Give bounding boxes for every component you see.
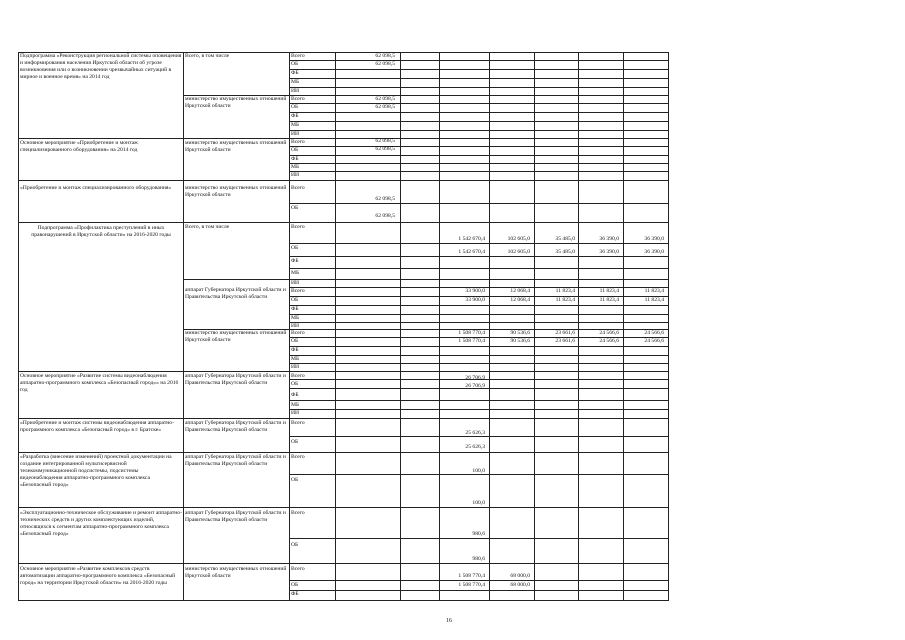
amount-cell: 62 098,5 [375, 53, 395, 59]
source-label: ОБ [291, 439, 299, 445]
source-label: Всего [291, 510, 305, 516]
program-name: «Эксплуатационно-техническое обслуживание и ремонт аппаратно-технических средств и других комплектующих изделий, относящихся к сегментам аппаратно-программного комплекса «Безопасный город» [20, 510, 182, 537]
amount-cell: 11 823,4 [555, 297, 575, 303]
source-line [289, 112, 669, 113]
row-separator [18, 371, 669, 372]
source-line [289, 243, 669, 244]
source-label: Всего [291, 566, 305, 572]
executor-label: министерство имущественных отношений Иркутской области [185, 140, 287, 153]
row-separator [18, 507, 669, 508]
executor-label: аппарат Губернатора Иркутской области и Правительства Иркутской области [185, 454, 286, 467]
amount-cell: 68 000,0 [510, 582, 530, 588]
source-line [289, 163, 669, 164]
source-label: ОБ [291, 147, 299, 153]
source-label: Всего [291, 373, 305, 379]
amount-cell: 62 098,5 [375, 146, 395, 152]
source-label: ФБ [291, 347, 299, 353]
source-line [289, 363, 669, 364]
program-name: Основное мероприятие «Развитие системы видеонаблюдения аппаратно-программного комплекса «Безопасный город»» на 2016 год [20, 373, 179, 393]
amount-cell: 36 390,0 [644, 249, 664, 255]
source-line [289, 203, 669, 204]
source-line [289, 355, 669, 356]
amount-cell: 25 626,3 [465, 444, 485, 450]
source-label: ОБ [291, 338, 299, 344]
row-separator [18, 600, 669, 601]
source-label: МБ [291, 122, 300, 128]
program-name: Подпрограмма «Профилактика преступлений в иных правонарушений в Иркутской области» на 2016-2020 годы [31, 225, 171, 238]
row-separator [18, 418, 669, 419]
source-line [289, 121, 669, 122]
executor-label: аппарат Губернатора Иркутской области и Правительства Иркутской области [185, 420, 286, 433]
table-border-right [668, 52, 669, 601]
row-separator [18, 180, 669, 181]
source-label: МБ [291, 315, 300, 321]
amount-cell: 1 508 770,4 [458, 573, 485, 579]
column-divider [623, 52, 624, 601]
executor-label: Всего, в том числе [185, 224, 230, 230]
amount-cell: 24 566,6 [644, 338, 664, 344]
source-label: ИИ [291, 410, 300, 416]
column-divider [534, 52, 535, 601]
source-label: ИИ [291, 364, 300, 370]
source-label: ОБ [291, 542, 299, 548]
program-name: Основное мероприятие «Развитие комплексов средств автоматизации аппаратно-программного комплекса «Безопасный город» на территории Иркутской области» на 2016-2020 годы [20, 566, 176, 586]
amount-cell: 11 823,4 [599, 297, 619, 303]
amount-cell: 12 068,4 [510, 297, 530, 303]
amount-cell: 1 508 770,4 [458, 330, 485, 336]
amount-cell: 62 098,5 [375, 213, 395, 219]
source-label: Всего [291, 454, 305, 460]
executor-label: министерство имущественных отношений Иркутской области [185, 330, 287, 343]
amount-cell: 100,0 [472, 468, 485, 474]
source-line [289, 590, 669, 591]
column-divider [578, 52, 579, 601]
amount-cell: 1 508 770,4 [458, 338, 485, 344]
amount-cell: 35 485,0 [555, 249, 575, 255]
amount-cell: 23 661,6 [555, 338, 575, 344]
source-line [289, 69, 669, 70]
executor-label: министерство имущественных отношений Иркутской области [185, 185, 287, 198]
column-divider [183, 52, 184, 601]
source-label: ОБ [291, 381, 299, 387]
amount-cell: 35 485,0 [555, 236, 575, 242]
column-divider [439, 52, 440, 601]
source-label: МБ [291, 402, 300, 408]
source-label: МБ [291, 164, 300, 170]
source-label: Всего [291, 420, 305, 426]
amount-cell: 62 098,5 [375, 104, 395, 110]
program-name: Подпрограмма «Реконструкция региональной системы оповещения и информирования населения Иркутской области об угрозе возникновения или о возникновении чрезвычайных ситуаций в мирное и военное время» на 2014 год [20, 53, 182, 80]
executor-label: аппарат Губернатора Иркутской области и Правительства Иркутской области [185, 373, 286, 386]
source-line [289, 256, 669, 257]
source-line [289, 346, 669, 347]
source-label: ФБ [291, 591, 299, 597]
amount-cell: 36 390,0 [599, 236, 619, 242]
page-number: 16 [446, 618, 452, 624]
row-separator [18, 222, 669, 223]
source-label: Всего [291, 185, 305, 191]
executor-label: Всего, в том числе [185, 53, 230, 59]
amount-cell: 36 390,0 [644, 236, 664, 242]
source-line [289, 78, 669, 79]
source-label: Всего [291, 288, 305, 294]
amount-cell: 980,6 [472, 531, 485, 537]
source-label: Всего [291, 96, 305, 102]
subrow-separator [183, 279, 669, 280]
executor-label: аппарат Губернатора Иркутской области и Правительства Иркутской области [185, 510, 286, 523]
source-label: ОБ [291, 61, 299, 67]
column-divider [335, 52, 336, 601]
amount-cell: 62 098,5 [375, 96, 395, 102]
source-label: ОБ [291, 297, 299, 303]
amount-cell: 90 536,6 [510, 338, 530, 344]
source-label: ОБ [291, 245, 299, 251]
source-line [289, 322, 669, 323]
source-label: ОБ [291, 477, 299, 483]
amount-cell: 1 542 670,4 [458, 236, 485, 242]
amount-cell: 36 390,0 [599, 249, 619, 255]
amount-cell: 11 823,4 [644, 297, 664, 303]
source-line [289, 538, 669, 539]
source-label: ОБ [291, 104, 299, 110]
amount-cell: 90 536,6 [510, 330, 530, 336]
amount-cell: 11 823,4 [599, 288, 619, 294]
amount-cell: 1 508 770,4 [458, 582, 485, 588]
source-line [289, 130, 669, 131]
row-separator [18, 452, 669, 453]
source-label: ФБ [291, 306, 299, 312]
executor-label: аппарат Губернатора Иркутской области и Правительства Иркутской области [185, 287, 286, 300]
amount-cell: 33 900,0 [465, 297, 485, 303]
column-divider [400, 52, 401, 601]
source-line [289, 580, 669, 581]
source-label: ОБ [291, 205, 299, 211]
source-label: ИИ [291, 88, 300, 94]
source-label: Всего [291, 330, 305, 336]
executor-label: министерство имущественных отношений Иркутской области [185, 96, 287, 109]
amount-cell: 1 542 670,4 [458, 249, 485, 255]
source-label: Всего [291, 224, 305, 230]
row-separator [18, 563, 669, 564]
amount-cell: 24 566,6 [599, 330, 619, 336]
source-label: Всего [291, 53, 305, 59]
program-name: «Приобретение и монтаж специализированного оборудования» [20, 185, 172, 191]
amount-cell: 11 823,4 [555, 288, 575, 294]
source-label: ФБ [291, 392, 299, 398]
source-label: ФБ [291, 70, 299, 76]
amount-cell: 980,6 [472, 556, 485, 562]
source-label: ОБ [291, 582, 299, 588]
amount-cell: 62 098,5 [375, 196, 395, 202]
source-label: МБ [291, 79, 300, 85]
column-divider [489, 52, 490, 601]
amount-cell: 33 900,0 [465, 288, 485, 294]
amount-cell: 25 626,3 [465, 430, 485, 436]
source-label: ИИ [291, 323, 300, 329]
source-line [289, 409, 669, 410]
program-name: Основное мероприятие «Приобретение и монтаж специализированного оборудования» на 2014 год [20, 140, 138, 153]
source-line [289, 87, 669, 88]
amount-cell: 11 823,4 [644, 288, 664, 294]
source-line [289, 155, 669, 156]
amount-cell: 102 605,0 [507, 249, 530, 255]
source-line [289, 314, 669, 315]
program-name: «Приобретение и монтаж системы видеонаблюдения аппаратно-программного комплекса «Безопасный город» в г. Братске» [20, 420, 174, 433]
source-label: ИИ [291, 280, 300, 286]
amount-cell: 100,0 [472, 500, 485, 506]
source-label: ФБ [291, 113, 299, 119]
amount-cell: 62 098,5 [375, 61, 395, 67]
executor-label: министерство имущественных отношений Иркутской области [185, 566, 287, 579]
amount-cell: 26 706,9 [465, 375, 485, 381]
source-label: МБ [291, 270, 300, 276]
amount-cell: 12 068,4 [510, 288, 530, 294]
source-line [289, 400, 669, 401]
source-label: ИИ [291, 131, 300, 137]
source-label: ФБ [291, 258, 299, 264]
source-line [289, 171, 669, 172]
amount-cell: 26 706,9 [465, 383, 485, 389]
amount-cell: 24 566,6 [644, 330, 664, 336]
table-border-left [18, 52, 19, 601]
amount-cell: 23 661,6 [555, 330, 575, 336]
source-label: Всего [291, 139, 305, 145]
amount-cell: 62 098,5 [375, 138, 395, 144]
source-line [289, 268, 669, 269]
amount-cell: 102 605,0 [507, 236, 530, 242]
column-divider [289, 52, 290, 601]
source-label: ФБ [291, 156, 299, 162]
source-label: ИИ [291, 172, 300, 178]
source-label: МБ [291, 356, 300, 362]
amount-cell: 24 566,6 [599, 338, 619, 344]
program-name: «Разработка (внесение изменений) проектной документации на создание интегрированной мультисервисной телекоммуникационной подсистемы, подсистемы видеонаблюдения аппаратно-программного комплекса «Безопасный город» [20, 454, 172, 488]
amount-cell: 68 000,0 [510, 573, 530, 579]
source-line [289, 305, 669, 306]
